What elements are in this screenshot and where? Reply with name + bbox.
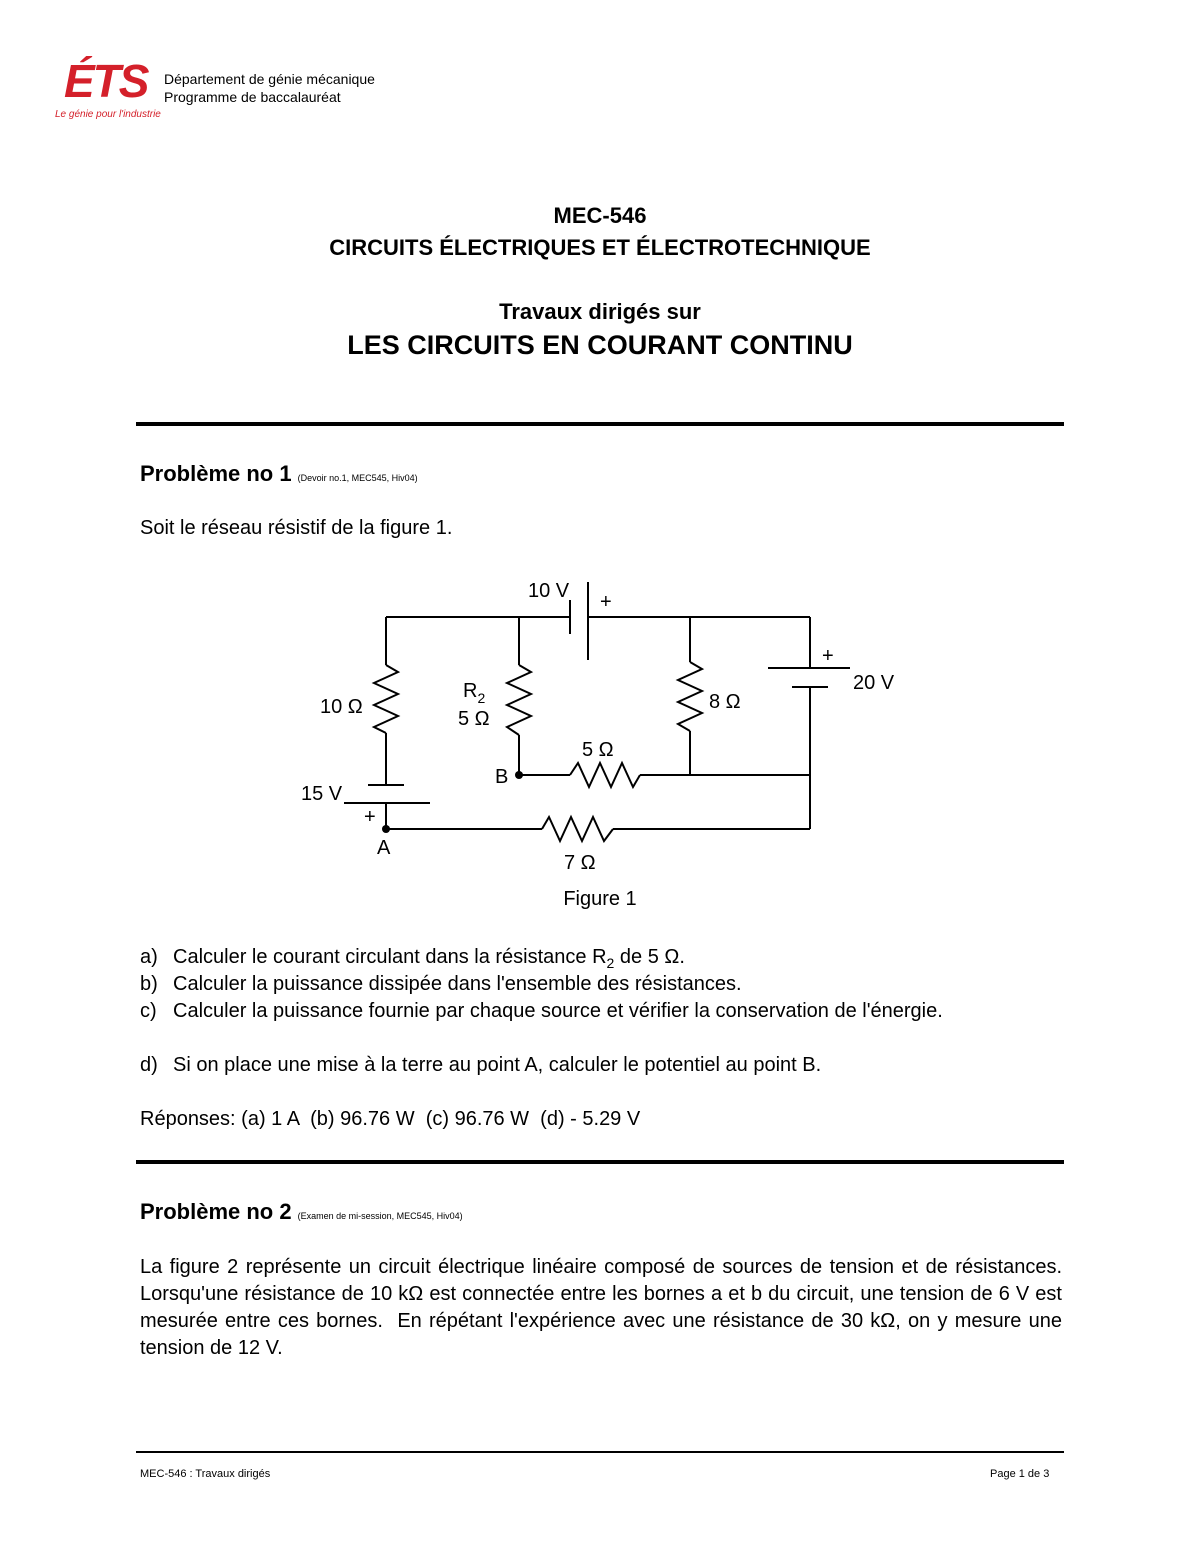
question-b [140, 971, 1040, 998]
problem2-title: Problème no 2 [140, 1199, 292, 1224]
program-name: Programme de baccalauréat [164, 89, 341, 105]
question-c-text: Calculer la puissance fournie par chaque source et vérifier la conservation de l'énergie. [173, 1000, 943, 1022]
label-node-b: B [495, 766, 509, 788]
label-20v: 20 V [853, 672, 895, 694]
label-15v: 15 V [301, 783, 343, 805]
department-name: Département de génie mécanique [164, 71, 375, 87]
ets-logo: ÉTS [64, 55, 148, 107]
problem2-heading [140, 1199, 463, 1225]
circuit-wires [344, 582, 850, 841]
problem1-title: Problème no 1 [140, 461, 292, 486]
question-a-text: Calculer le courant circulant dans la résistance $R_2$ de 5 Ω. [173, 946, 685, 971]
label-plus-20v: + [822, 645, 834, 667]
label-r7: 7 Ω [564, 852, 596, 874]
question-a-label: a) [140, 946, 158, 968]
question-d-text: Si on place une mise à la terre au point A, calculer le potentiel au point B. [173, 1054, 822, 1076]
problem2-paragraph: La figure 2 représente un circuit électrique linéaire composé de sources de tension et de résistances. Lorsqu'une résistance de 10 kΩ est connectée entre les bornes a et b du circuit, une tension de 6 V est mesurée entre ces bornes. En répétant l'expérience avec une résistance de 30 kΩ, on y mesure une tension de 12 V. [140, 1256, 1074, 1359]
label-r2-value: 5 Ω [458, 708, 490, 730]
figure-1-caption: Figure 1 [563, 888, 637, 910]
problem1-intro: Soit le réseau résistif de la figure 1. [140, 517, 453, 539]
label-plus-15v: + [364, 806, 376, 828]
topic-title: LES CIRCUITS EN COURANT CONTINU [347, 330, 853, 360]
question-c-label: c) [140, 1000, 157, 1022]
footer-course: MEC-546 : Travaux dirigés [140, 1468, 271, 1480]
problem1-source: (Devoir no.1, MEC545, Hiv04) [297, 473, 418, 483]
footer-divider [136, 1451, 1064, 1453]
subtitle: Travaux dirigés sur [499, 299, 701, 324]
logo-tagline: Le génie pour l'industrie [55, 109, 161, 120]
label-plus-10v: + [600, 591, 612, 613]
node-a-dot [382, 825, 390, 833]
course-name: CIRCUITS ÉLECTRIQUES ET ÉLECTROTECHNIQUE [329, 235, 871, 260]
label-r8: 8 Ω [709, 691, 741, 713]
problem2-source: (Examen de mi-session, MEC545, Hiv04) [297, 1211, 463, 1221]
node-b-dot [515, 771, 523, 779]
question-b-text: Calculer la puissance dissipée dans l'ensemble des résistances. [173, 973, 742, 995]
footer-page-number: Page 1 de 3 [990, 1468, 1050, 1480]
label-node-a: A [377, 837, 391, 859]
label-r10: 10 Ω [320, 696, 363, 718]
label-r5: 5 Ω [582, 739, 614, 761]
problem1-answers: Réponses: (a) 1 A (b) 96.76 W (c) 96.76 W (d) - 5.29 V [140, 1108, 641, 1130]
question-b-label: b) [140, 973, 158, 995]
label-10v: 10 V [528, 580, 570, 602]
label-r2-name: $R_2$ [463, 680, 486, 706]
question-c [140, 998, 1040, 1025]
divider [136, 1160, 1064, 1164]
course-code: MEC-546 [553, 203, 647, 228]
question-d-label: d) [140, 1054, 158, 1076]
question-d [140, 1052, 1040, 1079]
